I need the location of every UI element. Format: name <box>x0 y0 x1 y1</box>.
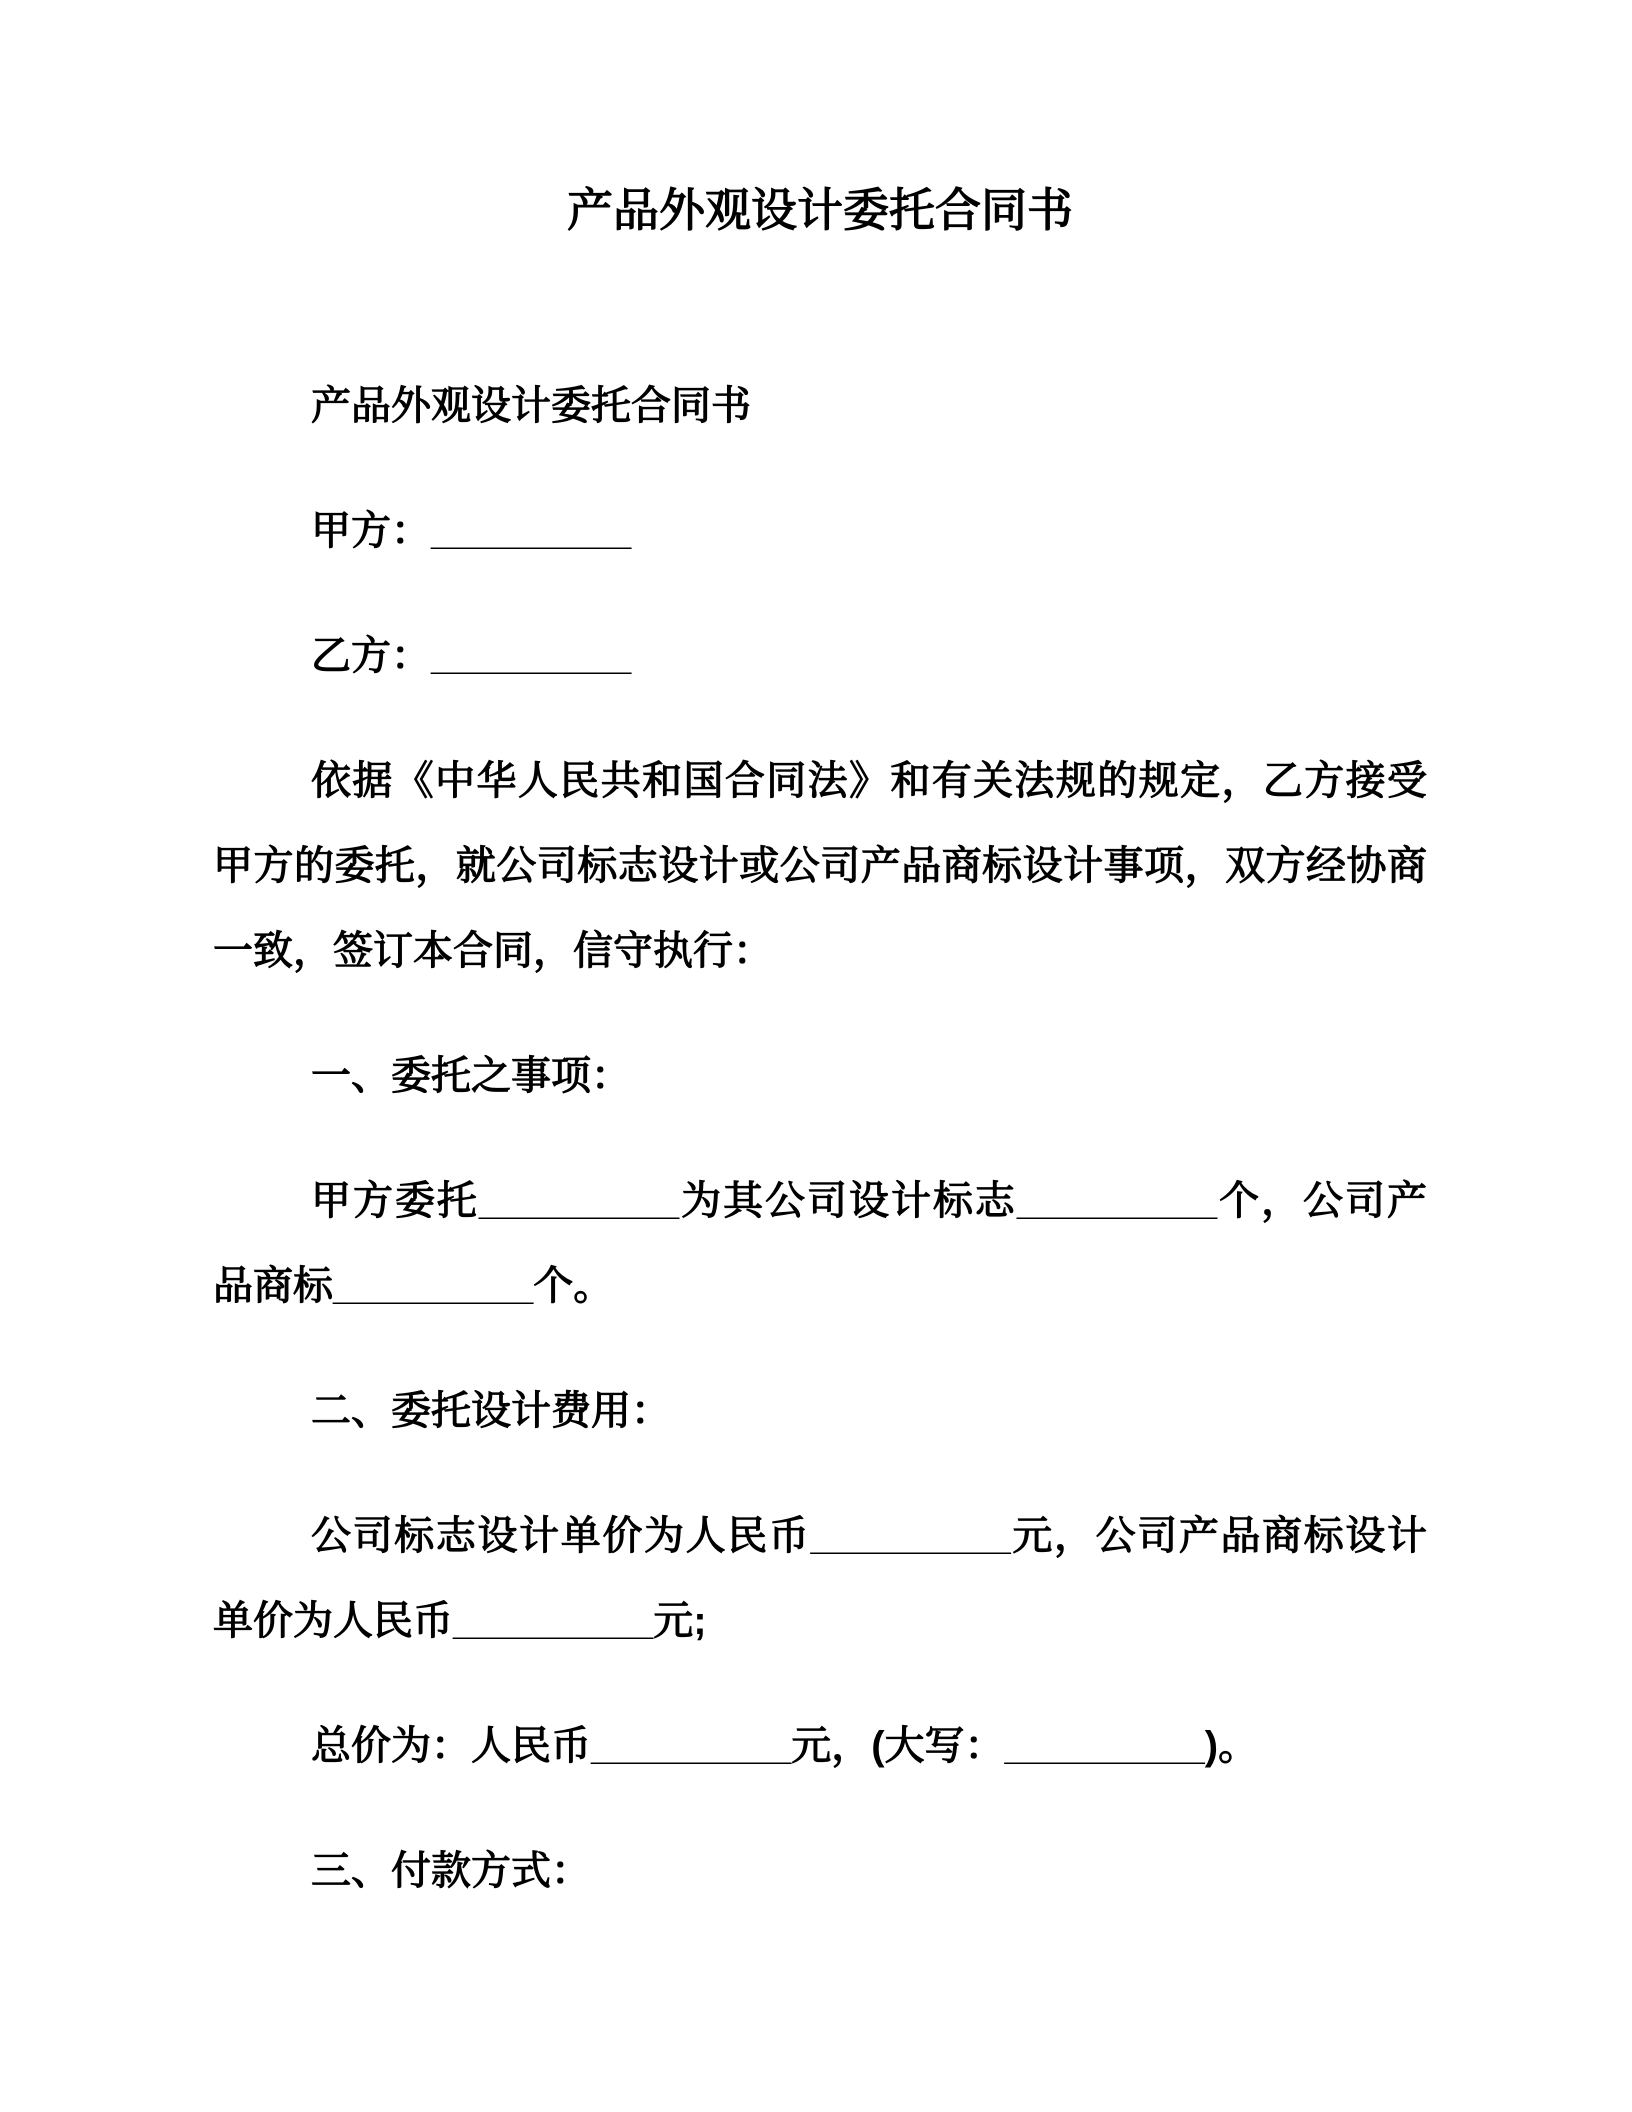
document-body <box>213 364 1427 1914</box>
preamble-paragraph: 依据《中华人民共和国合同法》和有关法规的规定，乙方接受甲方的委托，就公司标志设计或公司产品商标设计事项，双方经协商一致，签订本合同，信守执行： <box>213 759 1427 974</box>
section-1-heading: 一、委托之事项： <box>311 1054 631 1099</box>
section-2-total-price-clause: 总价为：人民币_________元，(大写：_________)。 <box>311 1724 1259 1769</box>
document-title: 产品外观设计委托合同书 <box>567 184 1073 236</box>
section-1-clause: 甲方委托_________为其公司设计标志_________个，公司产品商标_________个。 <box>213 1179 1427 1309</box>
party-a-line: 甲方：_________ <box>311 509 632 554</box>
section-2-unit-price-clause: 公司标志设计单价为人民币_________元，公司产品商标设计单价为人民币_________元; <box>213 1514 1427 1644</box>
section-3-heading: 三、付款方式： <box>311 1849 591 1894</box>
section-2-heading: 二、委托设计费用： <box>311 1389 671 1434</box>
contract-subtitle: 产品外观设计委托合同书 <box>311 384 751 429</box>
party-b-line: 乙方：_________ <box>311 634 632 679</box>
